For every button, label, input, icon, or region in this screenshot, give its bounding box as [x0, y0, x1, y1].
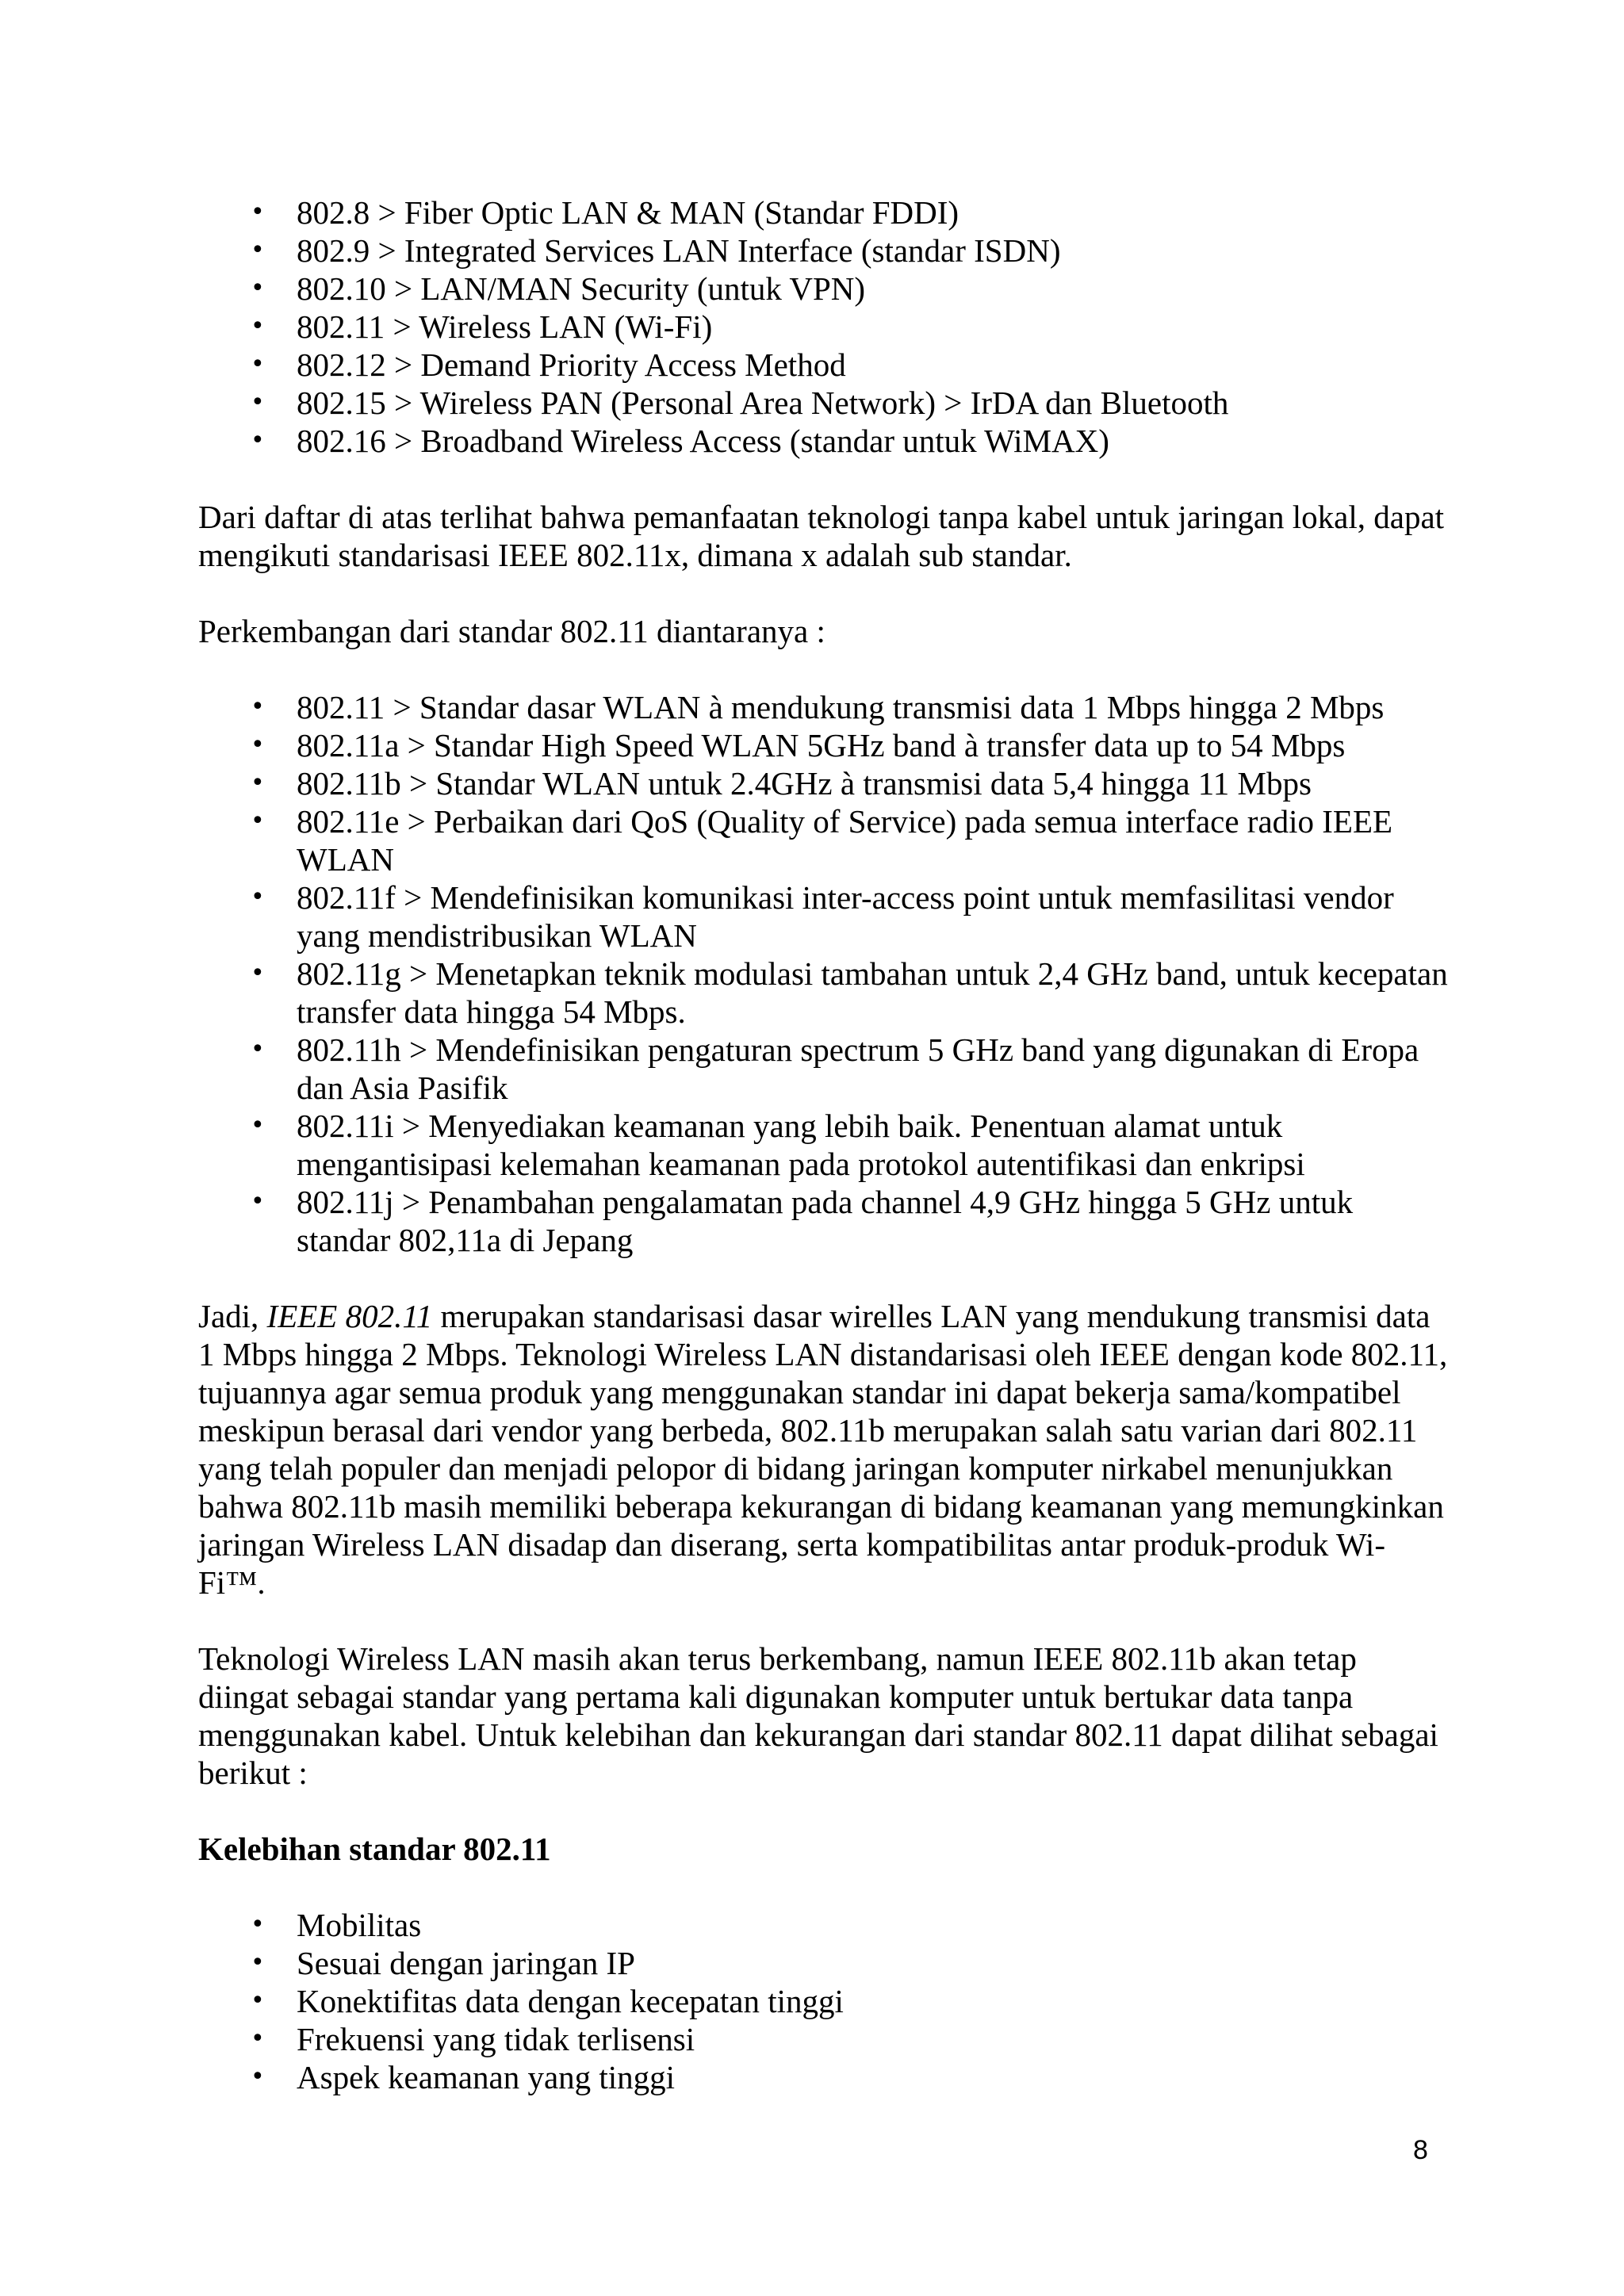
list-item: • 802.12 > Demand Priority Access Method — [198, 346, 1451, 384]
list-item: • 802.11j > Penambahan pengalamatan pada channel 4,9 GHz hingga 5 GHz untuk standar 802,11a di Jepang — [198, 1183, 1451, 1259]
list-item: • 802.16 > Broadband Wireless Access (standar untuk WiMAX) — [198, 422, 1451, 460]
list-item: • 802.11i > Menyediakan keamanan yang lebih baik. Penentuan alamat untuk mengantisipasi kelemahan keamanan pada protokol autentifikasi dan enkripsi — [198, 1107, 1451, 1183]
paragraph-intro: Dari daftar di atas terlihat bahwa pemanfaatan teknologi tanpa kabel untuk jaringan lokal, dapat mengikuti standarisasi IEEE 802.11x, dimana x adalah sub standar. — [198, 499, 1445, 573]
advantages-list — [198, 1906, 1451, 2096]
list-item: • 802.11a > Standar High Speed WLAN 5GHz band à transfer data up to 54 Mbps — [198, 726, 1451, 764]
list-item: • 802.11h > Mendefinisikan pengaturan spectrum 5 GHz band yang digunakan di Eropa dan Asia Pasifik — [198, 1031, 1451, 1107]
section-heading-kelebihan: Kelebihan standar 802.11 — [198, 1831, 551, 1867]
list-item: • Frekuensi yang tidak terlisensi — [198, 2020, 1451, 2058]
ieee-80211-variants-list — [198, 688, 1451, 1259]
list-item: • Aspek keamanan yang tinggi — [198, 2058, 1451, 2096]
list-item: • 802.11e > Perbaikan dari QoS (Quality of Service) pada semua interface radio IEEE WLAN — [198, 802, 1451, 878]
list-item: • 802.10 > LAN/MAN Security (untuk VPN) — [198, 270, 1451, 308]
ieee-80211-emphasis: IEEE 802.11 — [266, 1298, 433, 1334]
paragraph-wireless-lan-future: Teknologi Wireless LAN masih akan terus berkembang, namun IEEE 802.11b akan tetap diingat sebagai standar yang pertama kali digunakan komputer untuk bertukar data tanpa menggunakan kabel. Untuk kelebihan dan kekurangan dari standar 802.11 dapat dilihat sebagai berikut : — [198, 1640, 1438, 1791]
list-item: • 802.15 > Wireless PAN (Personal Area Network) > IrDA dan Bluetooth — [198, 384, 1451, 422]
list-item: • Mobilitas — [198, 1906, 1451, 1944]
list-item: • Konektifitas data dengan kecepatan tinggi — [198, 1982, 1451, 2020]
list-item: • 802.8 > Fiber Optic LAN & MAN (Standar FDDI) — [198, 193, 1451, 232]
list-item: • 802.11b > Standar WLAN untuk 2.4GHz à transmisi data 5,4 hingga 11 Mbps — [198, 764, 1451, 802]
list-item: • Sesuai dengan jaringan IP — [198, 1944, 1451, 1982]
list-item: • 802.11f > Mendefinisikan komunikasi inter-access point untuk memfasilitasi vendor yang mendistribusikan WLAN — [198, 878, 1451, 955]
list-item: • 802.11 > Wireless LAN (Wi-Fi) — [198, 308, 1451, 346]
list-item: • 802.11g > Menetapkan teknik modulasi tambahan untuk 2,4 GHz band, untuk kecepatan transfer data hingga 54 Mbps. — [198, 955, 1451, 1031]
paragraph-development: Perkembangan dari standar 802.11 diantaranya : — [198, 613, 825, 649]
list-item: • 802.11 > Standar dasar WLAN à mendukung transmisi data 1 Mbps hingga 2 Mbps — [198, 688, 1451, 726]
page-content — [198, 193, 1451, 2096]
list-item: • 802.9 > Integrated Services LAN Interface (standar ISDN) — [198, 232, 1451, 270]
paragraph-ieee-80211-summary — [198, 1297, 1451, 1601]
ieee-standards-list — [198, 193, 1451, 460]
paragraph-lead: Jadi, — [198, 1298, 267, 1334]
page-number: 8 — [1413, 2135, 1428, 2165]
paragraph-body: merupakan standarisasi dasar wirelles LAN yang mendukung transmisi data 1 Mbps hingga 2 Mbps. Teknologi Wireless LAN distandarisasi oleh IEEE dengan kode 802.11, tujuannya agar semua produk yang menggunakan standar ini dapat bekerja sama/kompatibel meskipun berasal dari vendor yang berbeda, 802.11b merupakan salah satu varian dari 802.11 yang telah populer dan menjadi pelopor di bidang jaringan komputer nirkabel menunjukkan bahwa 802.11b masih memiliki beberapa kekurangan di bidang keamanan yang memungkinkan jaringan Wireless LAN disadap dan diserang, serta kompatibilitas antar produk-produk Wi-Fi™. — [198, 1298, 1448, 1601]
